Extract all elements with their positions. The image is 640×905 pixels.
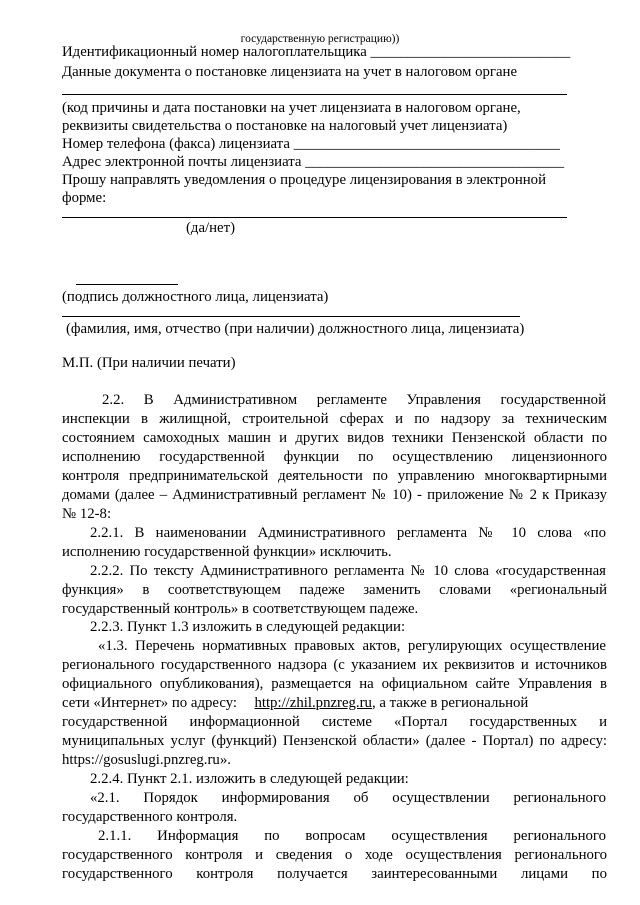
para-1-3-line2: регионального государственного надзора (с указанием их реквизитов и источников [62,657,607,673]
fio-caption: (фамилия, имя, отчество (при наличии) должностного лица, лицензиата) [66,321,525,337]
notification-request-line: Прошу направлять уведомления о процедуре лицензирования в электронной [62,172,546,188]
tax-registration-line: Данные документа о постановке лицензиата на учет в налоговом органе [62,64,518,80]
para-2-1-line2: государственного контроля. [62,809,238,825]
para-2-2-line7: № 12-8: [62,506,112,522]
para-2-2-line3: состоянием самоходных машин и других видов техники Пензенской области по [62,430,607,446]
phone-line: Номер телефона (факса) лицензиата ____________________________________ [62,136,560,152]
fio-rule [62,316,520,317]
stamp-note: М.П. (При наличии печати) [62,355,236,371]
para-2-2-1-line1: 2.2.1. В наименовании Административного регламента № 10 слова «по [90,525,606,541]
inn-line: Идентификационный номер налогоплательщика ___________________________ [62,44,571,60]
zhil-website-link[interactable]: http://zhil.pnzreg.ru [254,695,372,711]
signature-rule [76,284,178,285]
para-1-3-line5: государственной информационной системе «Портал государственных и [62,714,607,730]
para-1-3-line4-prefix: сети «Интернет» по адресу: [62,695,238,711]
para-2-1-1-line3: государственного контроля получается заинтересованными лицами по [62,866,607,882]
email-line: Адрес электронной почты лицензиата ___________________________________ [62,154,565,170]
para-2-2-2-line1: 2.2.2. По тексту Административного регламента № 10 слова «государственная [90,563,606,579]
yes-no-caption: (да/нет) [186,220,236,236]
tax-registration-rule [62,94,567,95]
para-2-2-2-line2: функция» в соответствующем падеже заменить словами «региональный [62,582,607,598]
top-fragment-text: государственную регистрацию)) [240,33,400,45]
para-2-2-1-line2: исполнению государственной функции» исключить. [62,544,392,560]
signature-caption: (подпись должностного лица, лицензиата) [62,289,329,305]
kpp-caption-line1: (код причины и дата постановки на учет лицензиата в налоговом органе, [62,100,521,116]
para-2-2-line4: исполнению государственной функции по осуществлению лицензионного [62,449,607,465]
para-2-1-1-line2: государственного контроля и сведения о ходе осуществления регионального [62,847,607,863]
para-1-3-line6: муниципальных услуг (функций) Пензенской области» (далее - Портал) по адресу: [62,733,607,749]
para-1-3-line4-suffix: , а также в региональной [371,695,529,711]
para-2-1-1-line1: 2.1.1. Информация по вопросам осуществления регионального [98,828,606,844]
para-1-3-line4 [62,694,607,713]
para-2-2-4: 2.2.4. Пункт 2.1. изложить в следующей редакции: [90,771,409,787]
para-2-2-2-line3: государственный контроль» в соответствующем падеже. [62,601,419,617]
para-2-1-line1: «2.1. Порядок информирования об осуществлении регионального [90,790,606,806]
para-1-3-line7: https://gosuslugi.pnzreg.ru». [62,752,231,768]
para-1-3-line3: официального опубликования), размещается на официальном сайте Управления в [62,676,607,692]
para-2-2-line5: контроля предпринимательской деятельности по управлению многоквартирными [62,468,607,484]
electronic-form-rule [62,217,567,218]
para-1-3-line1: «1.3. Перечень нормативных правовых актов, регулирующих осуществление [98,638,606,654]
para-2-2-line6: домами (далее – Административный регламент № 10) - приложение № 2 к Приказу [62,487,607,503]
para-2-2-line2: инспекции в жилищной, строительной сферах и по надзору за техническим [62,411,607,427]
kpp-caption-line2: реквизиты свидетельства о постановке на налоговый учет лицензиата) [62,118,508,134]
notification-request-line2: форме: [62,190,107,206]
para-2-2-line1: 2.2. В Административном регламенте Управления государственной [102,392,606,408]
para-2-2-3: 2.2.3. Пункт 1.3 изложить в следующей редакции: [90,619,406,635]
